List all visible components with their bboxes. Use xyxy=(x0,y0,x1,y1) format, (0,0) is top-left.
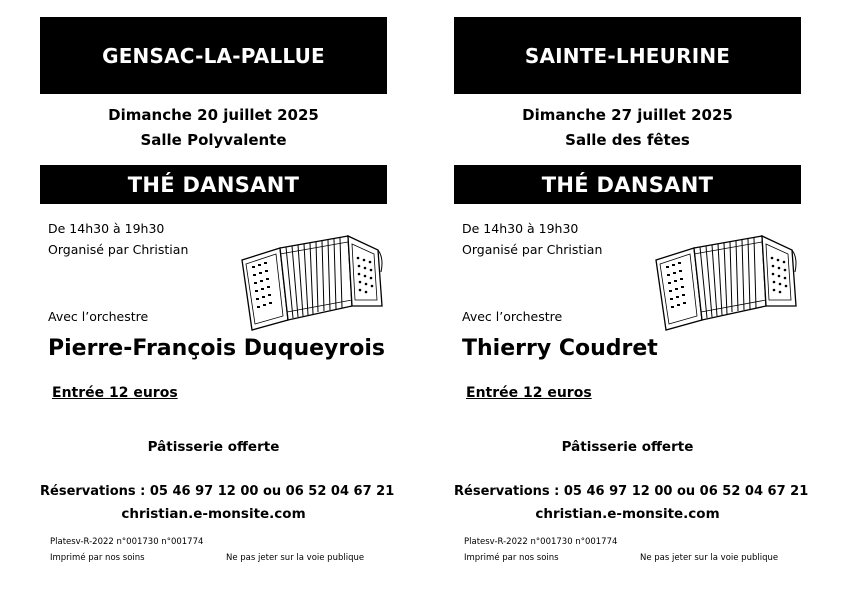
event-venue: Salle des fêtes xyxy=(565,131,690,149)
entry-price: Entrée 12 euros xyxy=(466,385,592,401)
accordion-icon xyxy=(654,232,799,336)
printed-notice: Imprimé par nos soins xyxy=(50,553,145,563)
reservations-phone: Réservations : 05 46 97 12 00 ou 06 52 04 67 21 xyxy=(454,484,809,499)
event-organizer: Organisé par Christian xyxy=(462,242,603,257)
event-date: Dimanche 27 juillet 2025 xyxy=(522,106,733,124)
litter-disclaimer: Ne pas jeter sur la voie publique xyxy=(226,553,365,563)
event-type: THÉ DANSANT xyxy=(541,172,714,197)
orchestra-label: Avec l’orchestre xyxy=(462,309,563,324)
reservations-phone: Réservations : 05 46 97 12 00 ou 06 52 04 67 21 xyxy=(40,484,395,499)
event-date: Dimanche 20 juillet 2025 xyxy=(108,106,319,124)
event-type-banner xyxy=(454,165,801,204)
band-name: Pierre-François Duqueyrois xyxy=(48,336,385,361)
license-number: Platesv-R-2022 n°001730 n°001774 xyxy=(50,537,204,547)
pastry-offer: Pâtisserie offerte xyxy=(147,439,280,455)
website-link[interactable]: christian.e-monsite.com xyxy=(535,506,720,522)
band-name: Thierry Coudret xyxy=(462,336,658,361)
town-title: SAINTE-LHEURINE xyxy=(524,43,731,68)
town-title-banner xyxy=(454,17,801,94)
event-type-banner xyxy=(40,165,387,204)
event-venue: Salle Polyvalente xyxy=(140,131,287,149)
orchestra-label: Avec l’orchestre xyxy=(48,309,149,324)
event-hours: De 14h30 à 19h30 xyxy=(48,221,165,236)
pastry-offer: Pâtisserie offerte xyxy=(561,439,694,455)
event-hours: De 14h30 à 19h30 xyxy=(462,221,579,236)
license-number: Platesv-R-2022 n°001730 n°001774 xyxy=(464,537,618,547)
website-link[interactable]: christian.e-monsite.com xyxy=(121,506,306,522)
town-title: GENSAC-LA-PALLUE xyxy=(102,43,325,68)
flyer-sainte-lheurine xyxy=(454,0,814,596)
flyer-gensac xyxy=(40,0,400,596)
entry-price: Entrée 12 euros xyxy=(52,385,178,401)
accordion-icon xyxy=(240,232,385,336)
event-type: THÉ DANSANT xyxy=(127,172,300,197)
printed-notice: Imprimé par nos soins xyxy=(464,553,559,563)
litter-disclaimer: Ne pas jeter sur la voie publique xyxy=(640,553,779,563)
town-title-banner xyxy=(40,17,387,94)
event-organizer: Organisé par Christian xyxy=(48,242,189,257)
